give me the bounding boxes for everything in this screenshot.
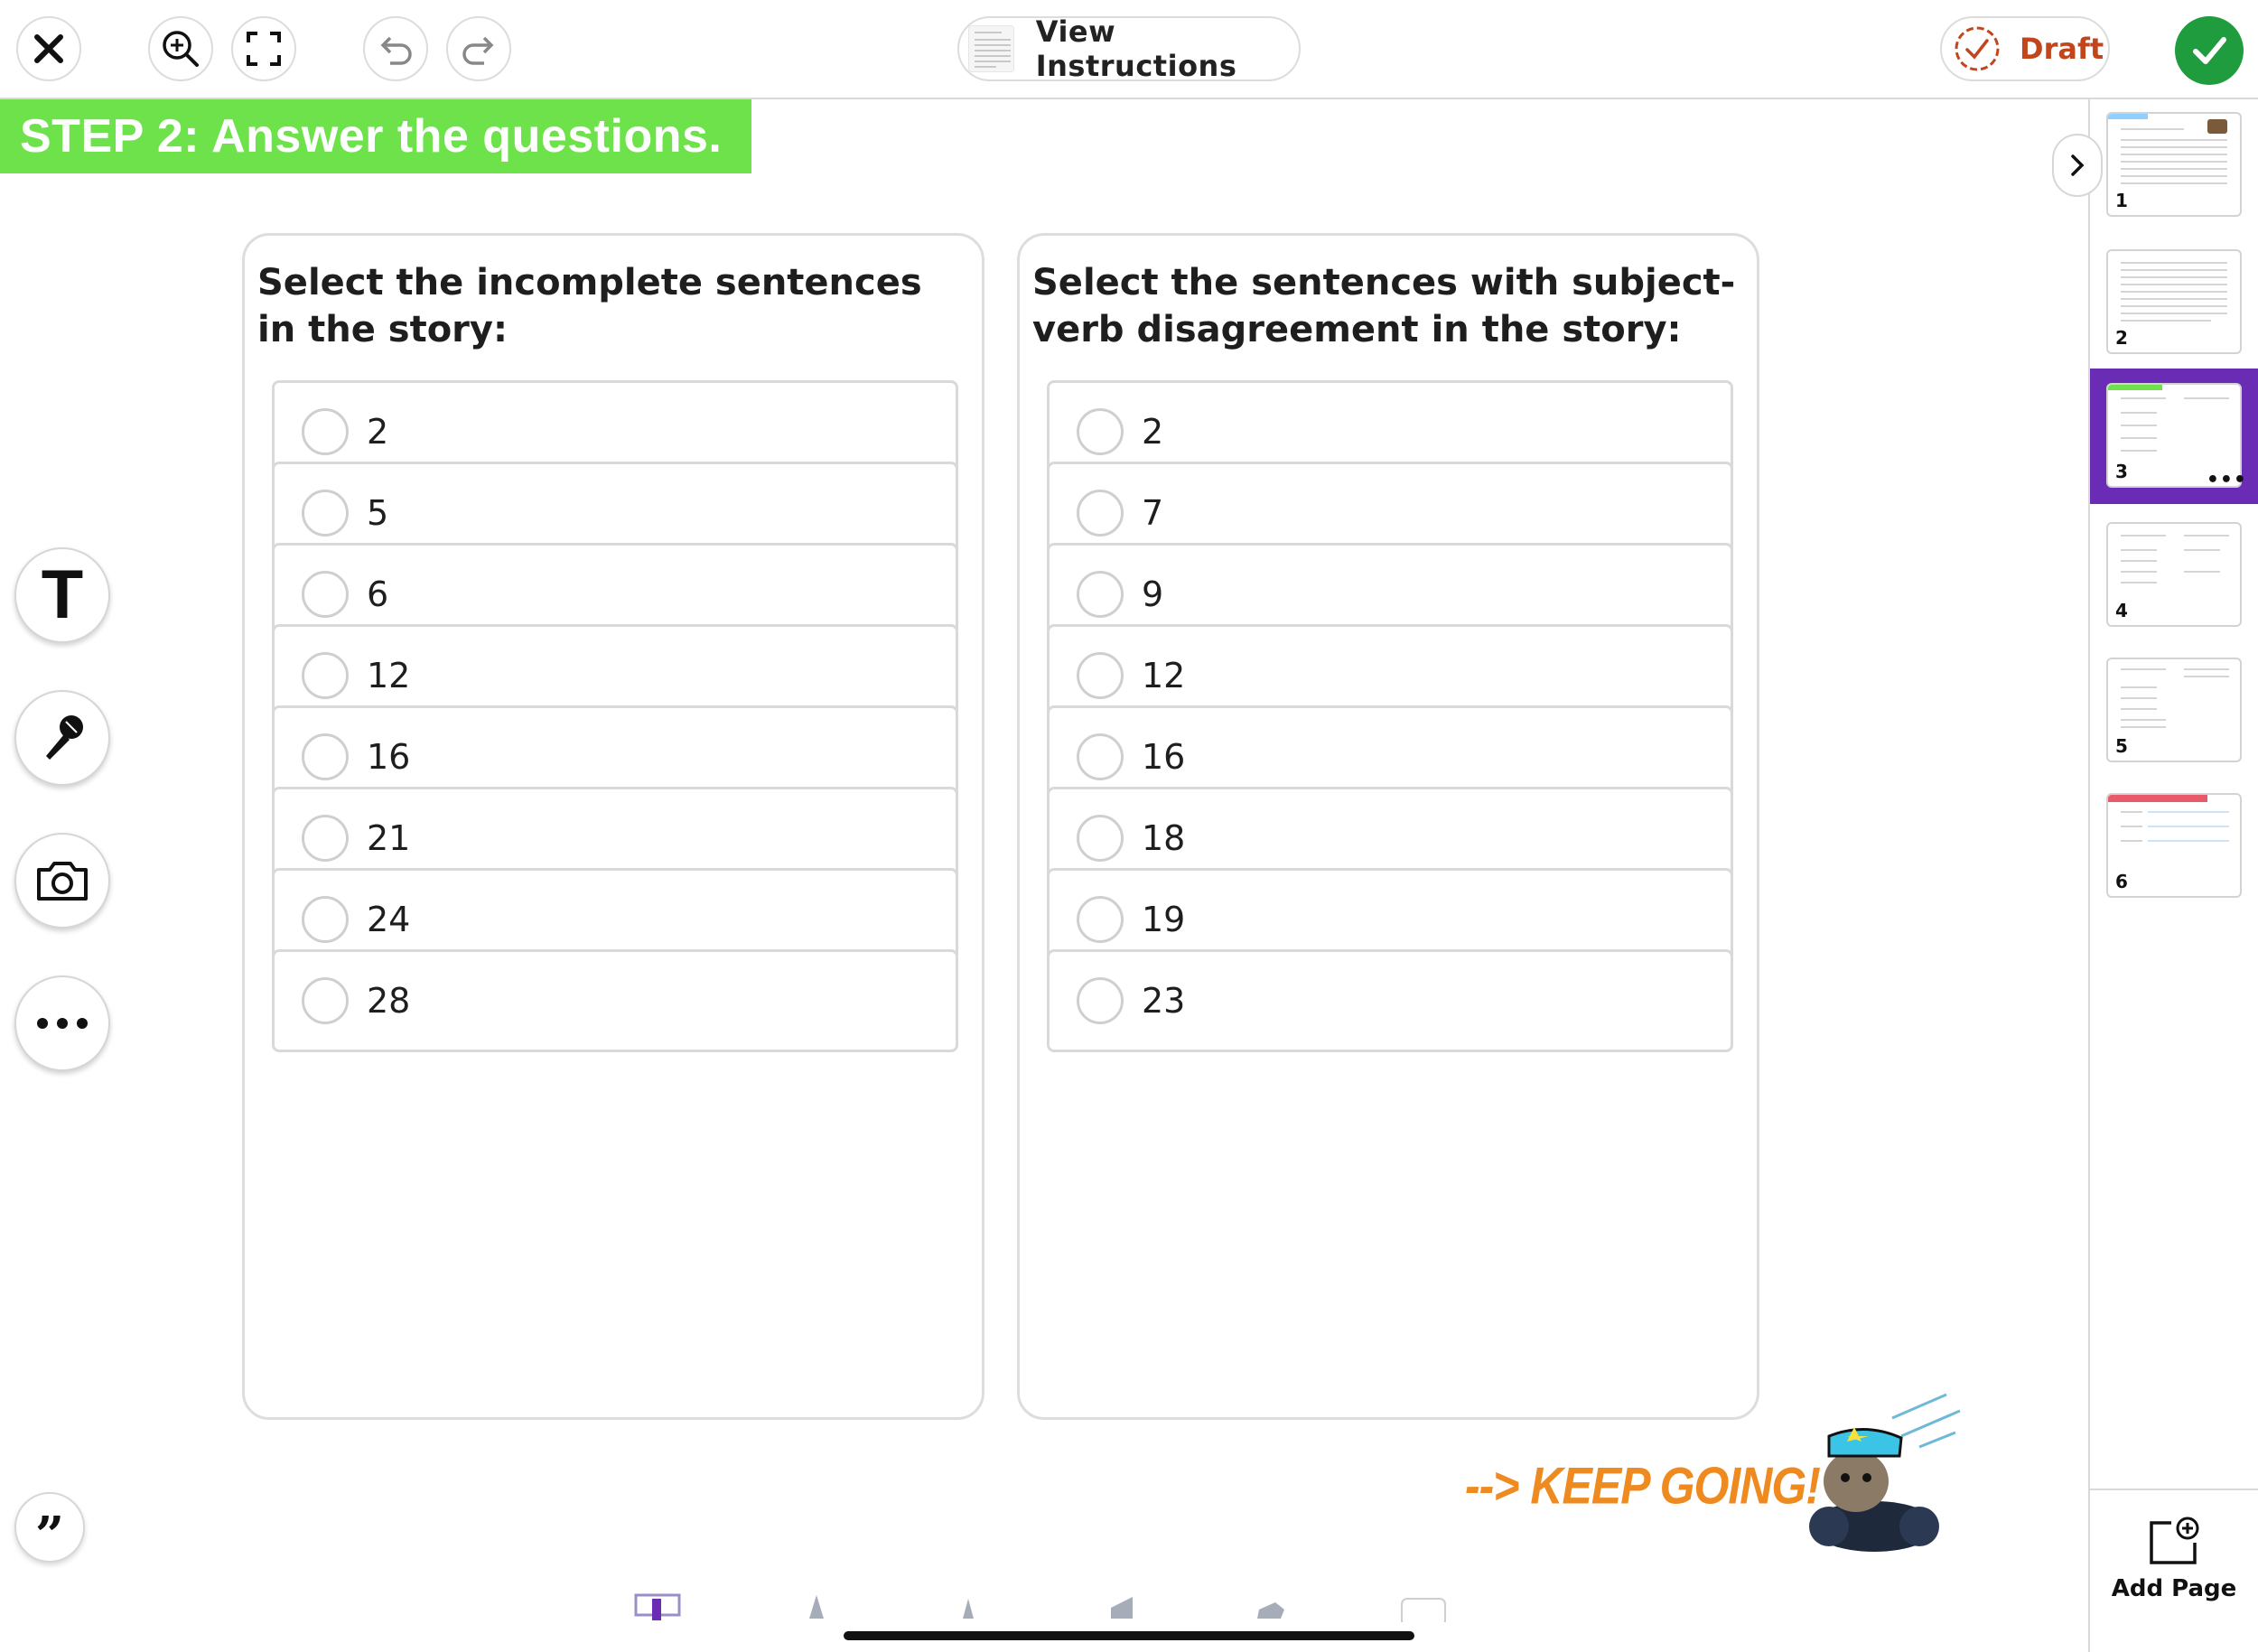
page-number: 3 [2115, 461, 2128, 482]
keep-going-text: --> KEEP GOING! [1465, 1456, 1820, 1516]
chevron-right-icon [2068, 153, 2086, 178]
highlighter-tool-icon[interactable] [1111, 1597, 1133, 1619]
eraser-tool-icon[interactable] [1257, 1602, 1284, 1619]
zoom-in-button[interactable] [148, 16, 213, 81]
question-prompt: Select the incomplete sentences in the story: [257, 262, 922, 350]
fine-pen-tool-icon[interactable] [963, 1599, 974, 1619]
draft-status-icon [1953, 24, 2001, 73]
option-label: 18 [1142, 818, 1186, 858]
page-options-icon[interactable]: ••• [2206, 469, 2247, 491]
option-label: 7 [1142, 493, 1164, 533]
zoom-in-icon [159, 27, 202, 70]
option-label: 16 [1142, 737, 1186, 777]
radio-button[interactable] [1077, 490, 1124, 537]
view-instructions-label: View Instructions [1035, 14, 1237, 83]
view-instructions-button[interactable] [957, 16, 1301, 81]
lasso-tool-icon[interactable] [636, 1595, 679, 1620]
option-label: 16 [367, 737, 411, 777]
radio-button[interactable] [1077, 977, 1124, 1024]
top-toolbar [0, 0, 2258, 99]
question-card-incomplete-sentences [242, 233, 984, 1420]
radio-button[interactable] [302, 896, 349, 943]
option-label: 24 [367, 900, 411, 939]
option-label: 23 [1142, 981, 1186, 1021]
page-number: 5 [2115, 735, 2128, 757]
radio-button[interactable] [1077, 896, 1124, 943]
radio-button[interactable] [302, 571, 349, 618]
undo-icon [376, 29, 415, 69]
redo-button[interactable] [446, 16, 511, 81]
option-label: 12 [367, 656, 411, 695]
radio-button[interactable] [1077, 408, 1124, 455]
question-prompt: Select the sentences with subject-verb disagreement in the story: [1032, 262, 1736, 350]
radio-button[interactable] [302, 977, 349, 1024]
text-tool-icon: T [41, 556, 84, 633]
quote-button[interactable] [14, 1492, 85, 1563]
option-label: 5 [367, 493, 389, 533]
step-banner [0, 99, 751, 173]
pen-tool-icon[interactable] [809, 1595, 824, 1619]
quote-icon: ” [34, 1506, 65, 1565]
camera-tool-button[interactable] [14, 833, 110, 929]
option-label: 9 [1142, 574, 1164, 614]
radio-button[interactable] [1077, 733, 1124, 780]
camera-icon [35, 859, 89, 902]
page-thumbnail-4[interactable] [2106, 522, 2242, 627]
add-page-label: Add Page [2111, 1575, 2237, 1602]
page-thumbnail-2[interactable] [2106, 249, 2242, 354]
sidebar-toggle-button[interactable] [2052, 134, 2103, 197]
answer-option[interactable] [272, 949, 958, 1052]
fullscreen-button[interactable] [231, 16, 296, 81]
radio-button[interactable] [302, 408, 349, 455]
question-card-subject-verb [1017, 233, 1759, 1420]
draft-label: Draft [2020, 32, 2104, 66]
radio-button[interactable] [1077, 815, 1124, 862]
close-icon [31, 31, 67, 67]
option-label: 2 [367, 412, 389, 452]
option-label: 12 [1142, 656, 1186, 695]
microphone-icon [33, 709, 91, 767]
page-number: 2 [2115, 327, 2128, 349]
drawing-tools-bar [632, 1586, 1463, 1622]
answer-option[interactable] [1047, 949, 1733, 1052]
radio-button[interactable] [1077, 652, 1124, 699]
page-number: 4 [2115, 600, 2128, 621]
radio-button[interactable] [302, 490, 349, 537]
page-number: 1 [2115, 190, 2128, 211]
page-thumbnail-6[interactable] [2106, 793, 2242, 898]
option-label: 6 [367, 574, 389, 614]
add-page-button[interactable] [2090, 1489, 2258, 1652]
more-icon [35, 1017, 89, 1030]
checkmark-icon [2188, 29, 2231, 72]
page-thumbnail-3-selected[interactable] [2090, 369, 2258, 504]
radio-button[interactable] [302, 815, 349, 862]
fullscreen-icon [245, 30, 283, 68]
radio-button[interactable] [302, 733, 349, 780]
home-indicator [844, 1631, 1414, 1640]
page-thumbnail-5[interactable] [2106, 658, 2242, 762]
option-label: 21 [367, 818, 411, 858]
ruler-tool-icon[interactable] [1402, 1599, 1445, 1622]
option-label: 2 [1142, 412, 1164, 452]
voice-tool-button[interactable] [14, 690, 110, 786]
step-banner-text: STEP 2: Answer the questions. [20, 110, 723, 163]
radio-button[interactable] [1077, 571, 1124, 618]
option-label: 19 [1142, 900, 1186, 939]
cat-sticker-icon [1793, 1391, 1964, 1563]
page-number: 6 [2115, 871, 2128, 892]
draft-button[interactable] [1940, 16, 2110, 81]
redo-icon [459, 29, 499, 69]
radio-button[interactable] [302, 652, 349, 699]
instructions-thumbnail [968, 25, 1014, 72]
more-tools-button[interactable] [14, 975, 110, 1071]
option-label: 28 [367, 981, 411, 1021]
text-tool-button[interactable] [14, 547, 110, 643]
submit-button[interactable] [2175, 16, 2244, 85]
add-page-icon [2148, 1516, 2202, 1566]
undo-button[interactable] [363, 16, 428, 81]
close-button[interactable] [16, 16, 81, 81]
page-thumbnail-1[interactable] [2106, 112, 2242, 217]
